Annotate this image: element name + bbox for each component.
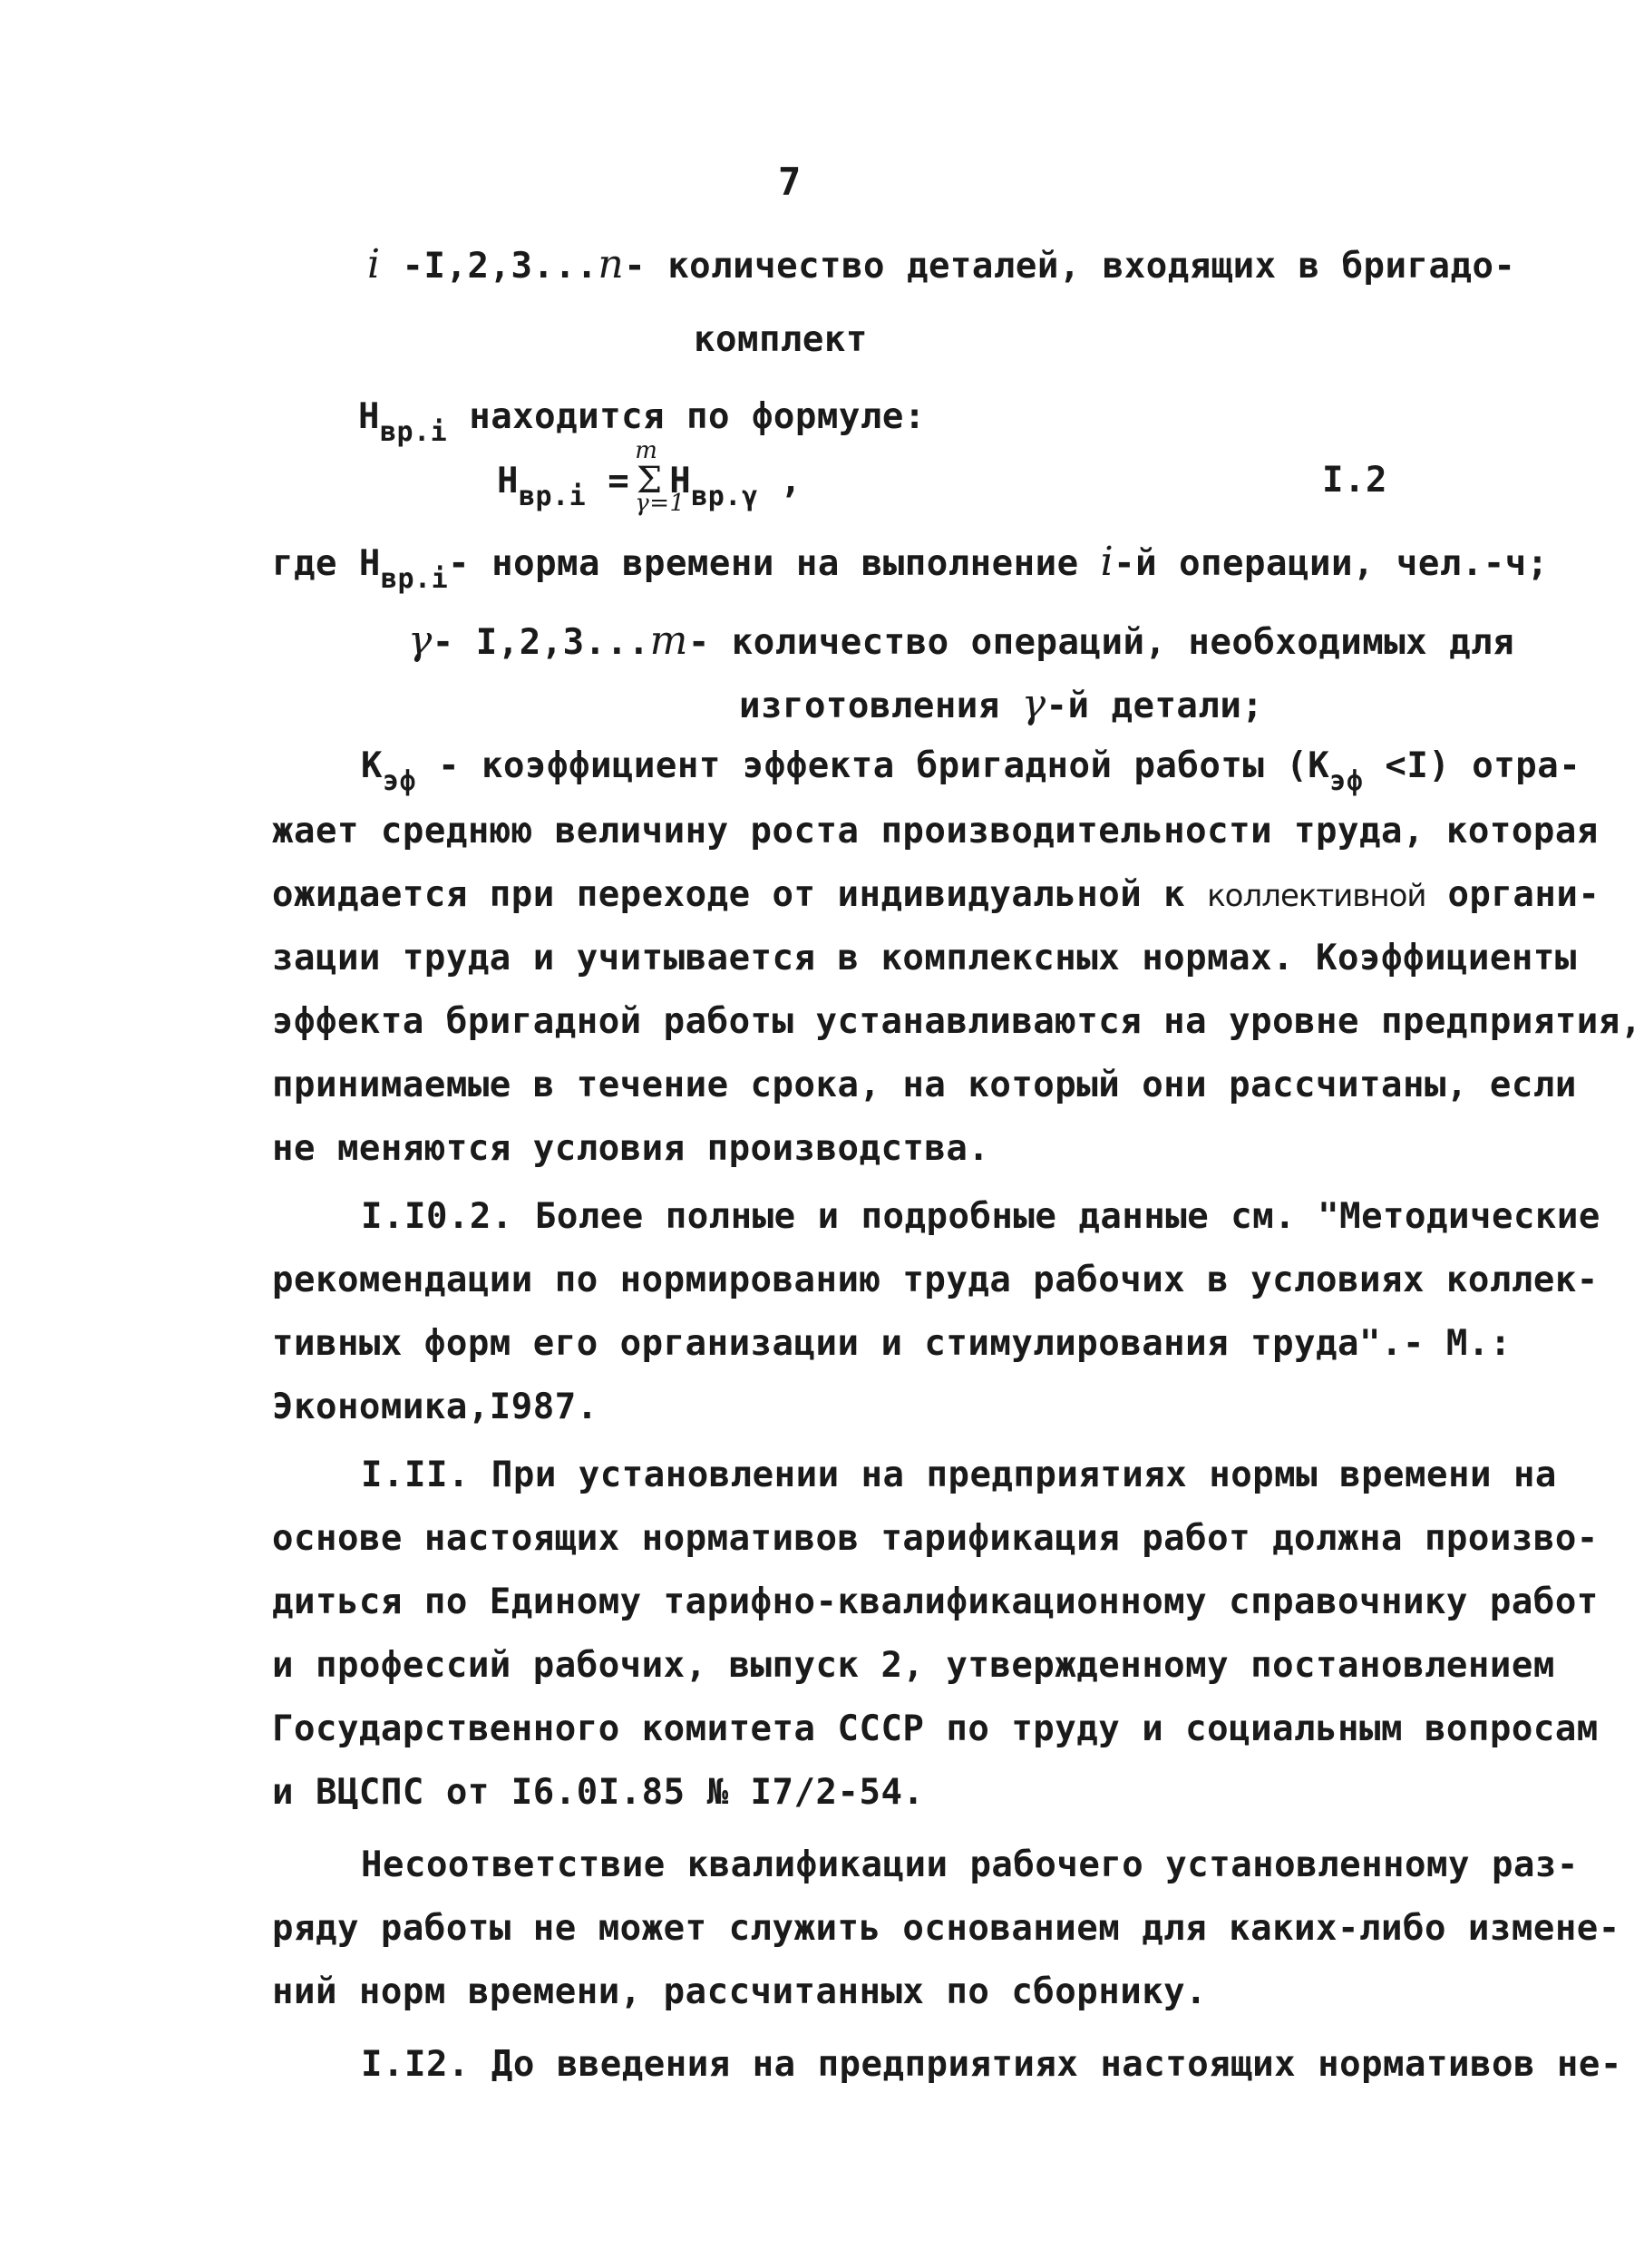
text-line-14: I.I0.2. Более полные и подробные данные см. "Методические (361, 1196, 1600, 1237)
text-line-2: комплект (694, 319, 868, 360)
text-line-12: принимаемые в течение срока, на который они рассчитаны, если (272, 1065, 1577, 1105)
text-line-21: и профессий рабочих, выпуск 2, утвержденному постановлением (272, 1645, 1555, 1686)
var-gamma: γ (408, 618, 433, 664)
text-line-24: Несоответствие квалификации рабочего установленному раз- (361, 1845, 1579, 1885)
text-line-27: I.I2. До введения на предприятиях настоящих нормативов не- (361, 2044, 1622, 2085)
text-line-18: I.II. При установлении на предприятиях нормы времени на (361, 1455, 1557, 1495)
text-line-9: ожидается при переходе от индивидуальной к коллективной органи- (272, 874, 1600, 915)
text-line-15: рекомендации по нормированию труда рабочих в условиях коллек- (272, 1260, 1599, 1300)
text-line-10: зации труда и учитывается в комплексных нормах. Коэффициенты (272, 938, 1577, 978)
text-line-6: изготовления γ-й детали; (739, 681, 1264, 727)
text-line-25: ряду работы не может служить основанием для каких-либо измене- (272, 1908, 1620, 1949)
var-n: n (598, 241, 625, 287)
page-number: 7 (778, 160, 802, 204)
text-line-23: и ВЦСПС от I6.0I.85 № I7/2-54. (272, 1772, 925, 1813)
text-line-13: не меняются условия производства. (272, 1128, 990, 1169)
text-line-5: γ- I,2,3...m- количество операций, необходимых для (408, 618, 1515, 664)
text-line-22: Государственного комитета СССР по труду и социальным вопросам (272, 1708, 1599, 1749)
text-line-4: где $Н_{вр.i}-$ норма времени на выполнение i-й операции, чел.-ч; (272, 539, 1549, 595)
text-line-3: $Н_{вр.i}$ находится по формуле: (358, 396, 926, 448)
formula-number: I.2 (1322, 460, 1387, 501)
var-m: m (649, 618, 688, 664)
var-i: i (367, 241, 381, 287)
text-line-11: эффекта бригадной работы устанавливаются на уровне предприятия, (272, 1001, 1642, 1042)
text-line-20: диться по Единому тарифно-квалификационному справочнику работ (272, 1582, 1599, 1622)
text-line-26: ний норм времени, рассчитанных по сборнику. (272, 1971, 1208, 2012)
handwritten-correction: коллективной (1207, 878, 1426, 914)
text-line-17: Экономика,I987. (272, 1387, 598, 1427)
sum-symbol: m Σ γ=1 (635, 437, 686, 517)
text-line-19: основе настоящих нормативов тарификация работ должна произво- (272, 1518, 1599, 1559)
text-line-16: тивных форм его организации и стимулирования труда".- М.: (272, 1323, 1512, 1364)
text-line-1: i -I,2,3...n- количество деталей, входящих в бригадо- (367, 241, 1516, 287)
text-line-7: $К_{эф}$ - коэффициент эффекта бригадной работы $(К_{эф} <I)$ отра- (361, 745, 1581, 797)
text-line-8: жает среднюю величину роста производительности труда, которая (272, 811, 1599, 852)
formula-1-2: $Н_{вр.i}$ = m Σ γ=1 $Н_{вр.\gamma}$ , (497, 437, 803, 517)
